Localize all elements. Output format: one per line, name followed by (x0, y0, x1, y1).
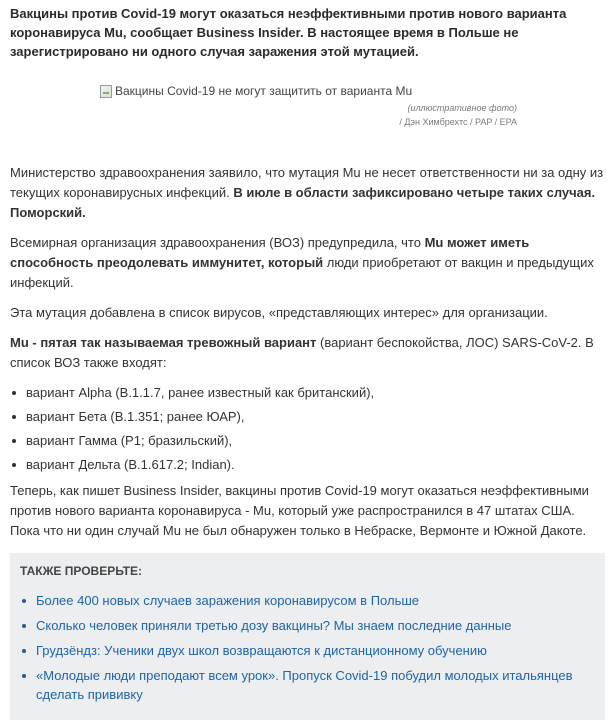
see-also-box (10, 553, 605, 720)
paragraph-fifth-variant-bold: Mu - пятая так называемая тревожный вариант (10, 335, 317, 350)
see-also-links (20, 591, 595, 704)
figure-image[interactable] (100, 81, 412, 101)
see-also-link[interactable]: Более 400 новых случаев заражения коронавирусом в Польше (36, 593, 419, 608)
caption-credit: / Дэн Химбрехтс / PAP / EPA (399, 117, 517, 127)
list-item: вариант Гамма (P1; бразильский), (10, 431, 605, 451)
paragraph-ministry-text: Министерство здравоохранения заявило, что мутация Mu не несет ответственности ни за одну из текущих коронавирусных инфекций. (10, 165, 604, 200)
broken-image-icon (100, 85, 112, 98)
paragraph-who-text-a: Всемирная организация здравоохранения (ВОЗ) предупредила, что (10, 235, 425, 250)
list-item (20, 591, 595, 610)
variants-list (10, 383, 605, 475)
paragraph-fifth-variant-text: (вариант беспокойства, ЛОС) SARS-CoV-2. В список ВОЗ также входят: (10, 335, 594, 370)
figure-caption (399, 101, 517, 129)
paragraph-ministry (10, 163, 605, 223)
see-also-link[interactable]: «Молодые люди преподают всем урок». Пропуск Covid-19 побудил молодых итальянцев сделать прививку (36, 668, 573, 702)
caption-note: (иллюстративное фото) (407, 103, 517, 113)
list-item: вариант Дельта (B.1.617.2; Indian). (10, 455, 605, 475)
list-item: вариант Alpha (B.1.1.7, ранее известный как британский), (10, 383, 605, 403)
paragraph-who-text-b: люди приобретают от вакцин и предыдущих инфекций. (10, 255, 594, 290)
paragraph-mutation-list: Эта мутация добавлена в список вирусов, «представляющих интерес» для организации. (10, 305, 548, 320)
figure-alt-text: Вакцины Covid-19 не могут защитить от варианта Mu (115, 84, 413, 98)
list-item: вариант Бета (B.1.351; ранее ЮАР), (10, 407, 605, 427)
see-also-link[interactable]: Сколько человек приняли третью дозу вакцины? Мы знаем последние данные (36, 618, 512, 633)
paragraph-us-spread: Теперь, как пишет Business Insider, вакцины против Covid-19 могут оказаться неэффективными против нового варианта коронавируса - Mu, который уже распространился в 47 штатах США. Пока что ни один случай Mu не был обнаружен только в Небраске, Вермонте и Южной Дакоте. (10, 483, 589, 538)
article-lead: Вакцины против Covid-19 могут оказаться неэффективными против нового варианта коронавируса Mu, сообщает Business Insider. В настоящее время в Польше не зарегистрировано ни одного случая заражения этой мутацией. (10, 6, 567, 59)
list-item (20, 616, 595, 635)
paragraph-who (10, 233, 605, 293)
paragraph-ministry-bold: В июле в области зафиксировано четыре таких случая. Поморский. (10, 185, 596, 220)
paragraph-who-bold: Mu может иметь способность преодолевать иммунитет, который (10, 235, 530, 270)
see-also-title: ТАКЖЕ ПРОВЕРЬТЕ: (20, 564, 142, 578)
list-item (20, 666, 595, 704)
article-figure (10, 75, 605, 163)
see-also-link[interactable]: Грудзёндз: Ученики двух школ возвращаются к дистанционному обучению (36, 643, 487, 658)
paragraph-fifth-variant (10, 333, 605, 373)
